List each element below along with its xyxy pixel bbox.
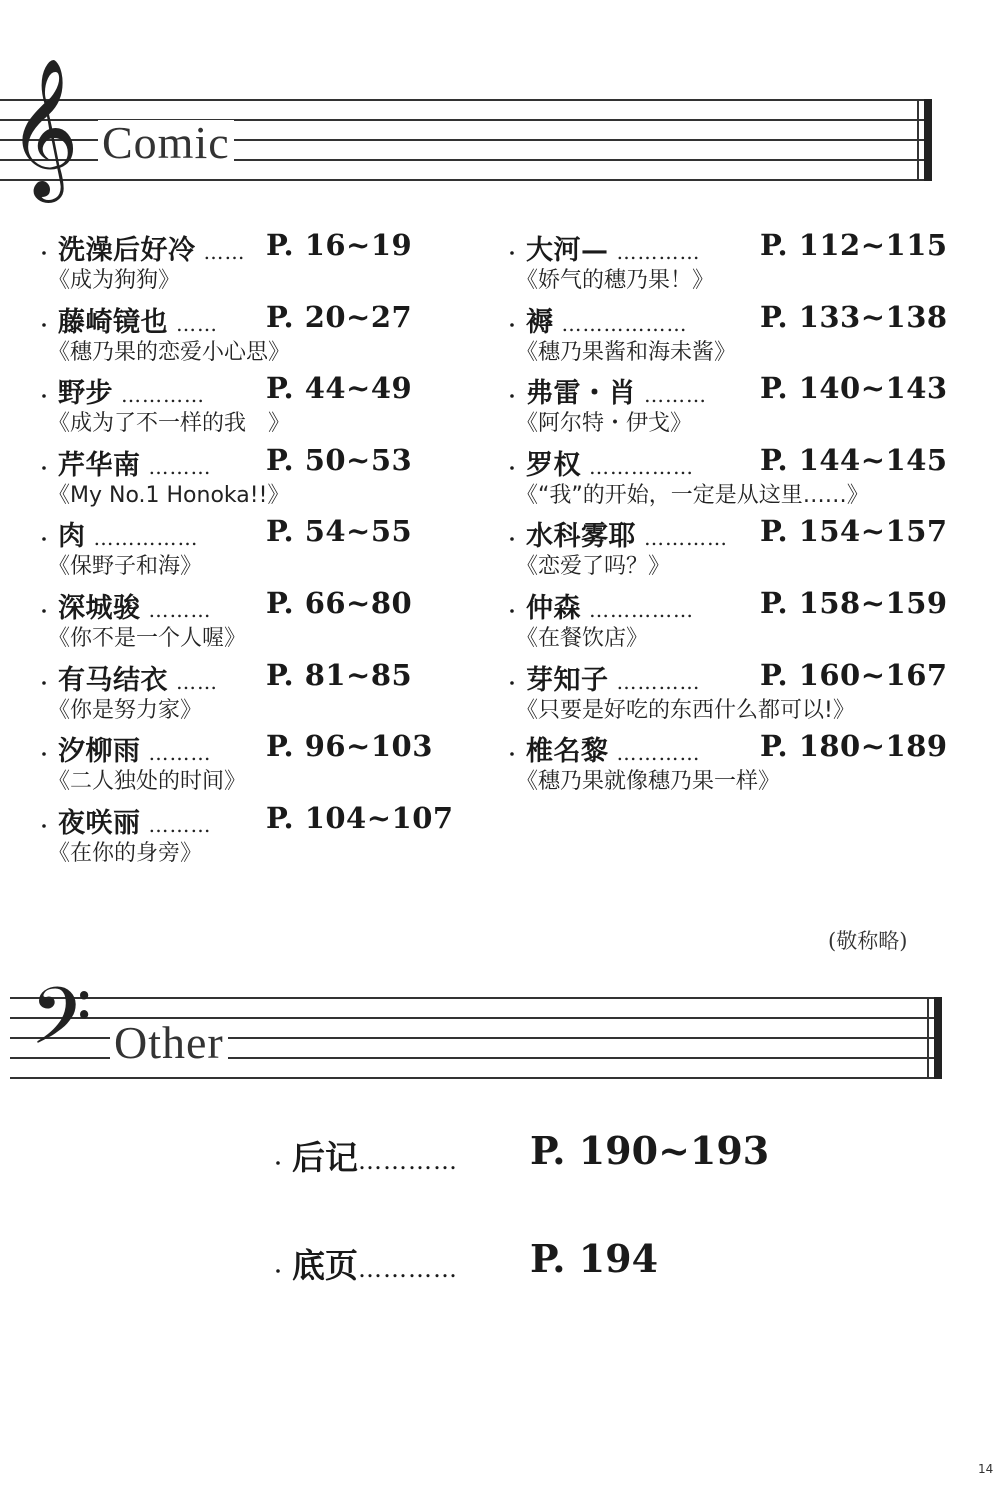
author-name: 弗雷・肖 xyxy=(526,378,637,410)
bass-clef-icon: 𝄢 xyxy=(30,970,92,1082)
author-name: 水科雾耶 xyxy=(526,521,637,553)
other-section-title: Other xyxy=(110,1020,228,1066)
comic-left-column xyxy=(36,228,476,872)
comic-section-title: Comic xyxy=(98,120,234,166)
toc-entry xyxy=(504,371,984,443)
page-range: P. 144~145 xyxy=(760,442,948,477)
honorifics-note: (敬称略) xyxy=(828,929,908,953)
bullet: ・ xyxy=(504,458,521,478)
author-name: 罗权 xyxy=(526,449,582,481)
bullet: ・ xyxy=(36,601,53,621)
leader-dots: …………… xyxy=(589,597,695,622)
bullet: ・ xyxy=(270,1154,287,1173)
bullet: ・ xyxy=(504,745,521,765)
bullet: ・ xyxy=(504,673,521,693)
leader-dots: ………… xyxy=(644,526,729,551)
author-name: 大河— xyxy=(526,235,609,266)
work-title: 《二人独处的时间》 xyxy=(48,769,247,795)
bullet: ・ xyxy=(36,244,53,263)
page-range: P. 96~103 xyxy=(266,729,433,764)
toc-entry xyxy=(36,228,476,300)
toc-entry xyxy=(504,228,984,300)
leader-dots: ……………… xyxy=(561,311,688,336)
page-range: P. 104~107 xyxy=(266,800,454,835)
page-number: 14 xyxy=(978,1462,994,1476)
work-title: 《只要是好吃的东西什么都可以!》 xyxy=(516,697,855,723)
toc-entry xyxy=(504,443,984,515)
leader-dots: ………… xyxy=(358,1147,459,1175)
other-entry-colophon xyxy=(270,1236,659,1287)
toc-entry xyxy=(36,443,476,515)
page-range: P. 112~115 xyxy=(760,228,948,262)
page-range: P. 160~167 xyxy=(760,657,948,692)
toc-entry xyxy=(504,514,984,586)
leader-dots: …………… xyxy=(93,526,199,551)
work-title: 《穗乃果酱和海未酱》 xyxy=(516,339,737,365)
page-range: P. 133~138 xyxy=(760,299,948,334)
author-name: 藤崎镜也 xyxy=(58,306,169,338)
bullet: ・ xyxy=(36,816,53,836)
page-range: P. 154~157 xyxy=(760,514,948,549)
page-range: P. 20~27 xyxy=(266,299,413,334)
bullet: ・ xyxy=(504,530,521,550)
toc-entry xyxy=(36,371,476,443)
author-name: 夜咲丽 xyxy=(58,807,141,839)
other-entry-label: 底页 xyxy=(292,1246,359,1285)
author-name: 仲森 xyxy=(526,592,582,624)
bullet: ・ xyxy=(36,387,53,407)
bullet: ・ xyxy=(504,601,521,621)
bullet: ・ xyxy=(36,745,53,765)
work-title: 《你不是一个人喔》 xyxy=(48,625,247,651)
page-range: P. 158~159 xyxy=(760,585,948,620)
leader-dots: ……… xyxy=(148,741,212,766)
other-entry-afterword xyxy=(270,1128,770,1179)
author-name: 汐柳雨 xyxy=(58,736,141,768)
toc-entry xyxy=(504,729,984,801)
page-range: P. 66~80 xyxy=(266,585,413,620)
work-title: 《My No.1 Honoka!!》 xyxy=(48,482,290,508)
leader-dots: ……… xyxy=(148,597,212,622)
bullet: ・ xyxy=(504,387,521,407)
comic-right-column xyxy=(504,228,984,801)
bullet: ・ xyxy=(36,530,53,550)
leader-dots: ………… xyxy=(616,240,701,264)
leader-dots: ………… xyxy=(616,669,701,694)
work-title: 《恋爱了吗？》 xyxy=(516,554,671,580)
toc-entry xyxy=(504,658,984,730)
leader-dots: …… xyxy=(176,311,219,336)
toc-entry xyxy=(36,729,476,801)
other-entry-label: 后记 xyxy=(292,1138,359,1177)
page-range: P. 81~85 xyxy=(266,657,413,692)
work-title: 《成为了不一样的我 》 xyxy=(48,411,291,437)
page-range: P. 50~53 xyxy=(266,442,413,477)
toc-entry xyxy=(504,300,984,372)
toc-entry xyxy=(36,658,476,730)
treble-clef-icon: 𝄞 xyxy=(8,58,79,197)
author-name: 深城骏 xyxy=(58,592,141,624)
leader-dots: ………… xyxy=(616,741,701,766)
work-title: 《在你的身旁》 xyxy=(48,840,203,866)
leader-dots: ………… xyxy=(358,1255,459,1283)
work-title: 《在餐饮店》 xyxy=(516,625,649,651)
toc-entry xyxy=(36,514,476,586)
other-entry-page: P. 194 xyxy=(530,1236,659,1281)
work-title: 《娇气的穗乃果！》 xyxy=(516,268,715,293)
bullet: ・ xyxy=(36,315,53,335)
author-name: 褥 xyxy=(526,306,554,338)
work-title: 《成为狗狗》 xyxy=(48,268,181,293)
page-range: P. 54~55 xyxy=(266,514,413,549)
page-range: P. 44~49 xyxy=(266,371,413,406)
toc-entry xyxy=(36,801,476,873)
leader-dots: …… xyxy=(176,669,219,694)
page-range: P. 16~19 xyxy=(266,228,413,262)
author-name: 芽知子 xyxy=(526,664,609,696)
leader-dots: …………… xyxy=(589,454,695,479)
bullet: ・ xyxy=(36,673,53,693)
author-name: 野步 xyxy=(58,378,114,410)
toc-entry xyxy=(36,586,476,658)
leader-dots: ……… xyxy=(148,812,212,837)
work-title: 《穗乃果的恋爱小心思》 xyxy=(48,339,291,365)
leader-dots: ……… xyxy=(644,383,708,408)
work-title: 《穗乃果就像穗乃果一样》 xyxy=(516,769,781,795)
leader-dots: ………… xyxy=(121,383,206,408)
author-name: 肉 xyxy=(58,521,86,553)
author-name: 有马结衣 xyxy=(58,664,169,696)
page-range: P. 180~189 xyxy=(760,729,948,764)
work-title: 《保野子和海》 xyxy=(48,554,203,580)
bullet: ・ xyxy=(504,315,521,335)
author-name: 椎名黎 xyxy=(526,736,609,768)
leader-dots: …… xyxy=(203,240,246,264)
leader-dots: ……… xyxy=(148,454,212,479)
author-name: 洗澡后好冷 xyxy=(58,235,196,266)
page-range: P. 140~143 xyxy=(760,371,948,406)
toc-entry xyxy=(504,586,984,658)
toc-entry xyxy=(36,300,476,372)
work-title: 《“我”的开始，一定是从这里……》 xyxy=(516,482,869,508)
author-name: 芹华南 xyxy=(58,449,141,481)
bullet: ・ xyxy=(504,244,521,263)
other-entry-page: P. 190~193 xyxy=(530,1128,770,1173)
bullet: ・ xyxy=(270,1262,287,1281)
bullet: ・ xyxy=(36,458,53,478)
work-title: 《你是努力家》 xyxy=(48,697,203,723)
work-title: 《阿尔特・伊戈》 xyxy=(516,411,693,437)
